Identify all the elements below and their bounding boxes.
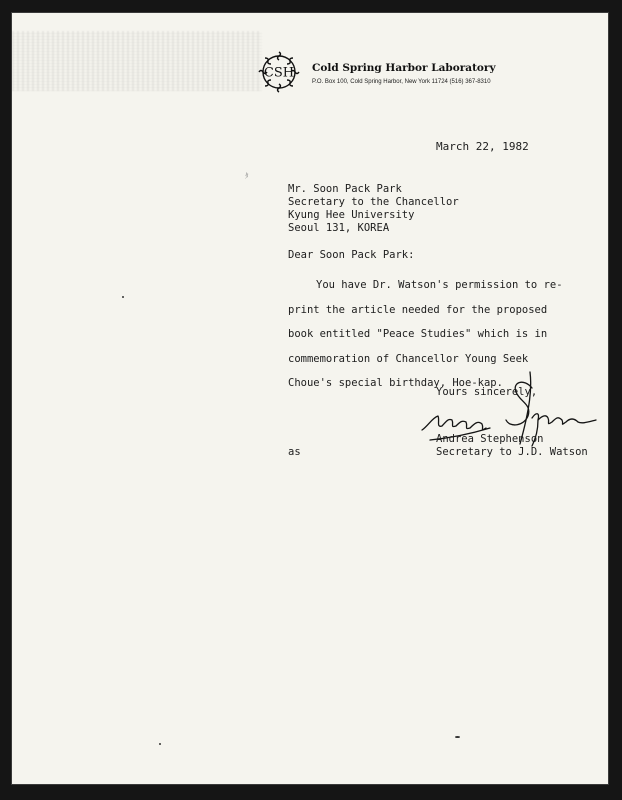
recipient-title: Secretary to the Chancellor <box>288 196 459 208</box>
letter-date: March 22, 1982 <box>436 140 529 153</box>
letter-page <box>12 13 608 784</box>
organization-name: Cold Spring Harbor Laboratory <box>312 62 496 74</box>
signer-title: Secretary to J.D. Watson <box>436 446 588 458</box>
logo-text: CSH <box>263 65 295 81</box>
body-line: Choue's special birthday, Hoe-kap. <box>288 377 503 389</box>
pen-mark: ﾀ <box>245 172 249 180</box>
photocopy-smudge <box>12 31 262 91</box>
recipient-name: Mr. Soon Pack Park <box>288 183 402 195</box>
body-line: print the article needed for the proposed <box>288 303 548 316</box>
body-line: commemoration of Chancellor Young Seek <box>288 352 529 365</box>
recipient-institution: Kyung Hee University <box>288 209 415 221</box>
body-line: book entitled "Peace Studies" which is in <box>288 328 548 340</box>
paper-speck <box>159 743 161 745</box>
typist-initials: as <box>288 446 301 458</box>
signer-name: Andrea Stephenson <box>436 433 544 445</box>
paper-speck <box>455 736 460 738</box>
letterhead <box>254 47 554 97</box>
paper-speck <box>122 296 124 298</box>
salutation: Dear Soon Pack Park: <box>288 249 415 261</box>
recipient-city: Seoul 131, KOREA <box>288 222 390 234</box>
organization-address: P.O. Box 100, Cold Spring Harbor, New York 11724 (516) 367-8310 <box>312 79 491 85</box>
recipient-block <box>288 183 459 235</box>
csh-logo-icon <box>254 47 304 97</box>
closing: Yours sincerely, <box>436 386 538 398</box>
body-line: You have Dr. Watson's permission to re- <box>316 279 563 291</box>
